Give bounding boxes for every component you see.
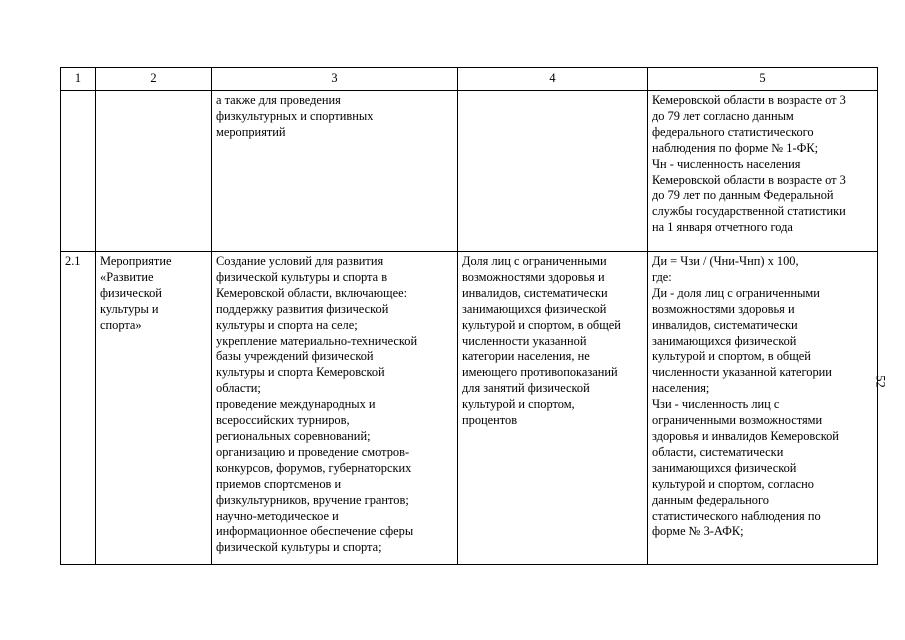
- text-line: поддержку развития физической: [216, 301, 389, 316]
- text-line: возможностями здоровья и: [462, 269, 605, 284]
- text-line: Кемеровской области в возрасте от 3: [652, 172, 846, 187]
- text-line: базы учреждений физической: [216, 349, 374, 364]
- text-line: возможностями здоровья и: [652, 301, 795, 316]
- text-line: категории населения, не: [462, 349, 590, 364]
- text-line: физической культуры и спорта в: [216, 269, 388, 284]
- text-line: всероссийских турниров,: [216, 413, 350, 428]
- text-line: форме № 3-АФК;: [652, 524, 744, 539]
- text-line: культуры и спорта на селе;: [216, 317, 358, 332]
- text-line: физкультурников, вручение грантов;: [216, 492, 409, 507]
- text-line: культуры и спорта Кемеровской: [216, 365, 385, 380]
- table-row: [61, 252, 878, 565]
- text-line: приемов спортсменов и: [216, 476, 342, 491]
- text-line: физкультурных и спортивных: [216, 108, 374, 123]
- text-line: занимающихся физической: [652, 333, 797, 348]
- text-line: имеющего противопоказаний: [462, 365, 618, 380]
- page-number: 52: [873, 375, 888, 388]
- header-cell: 3: [212, 68, 458, 91]
- measure-name-cell: [96, 252, 212, 565]
- text-line: на 1 января отчетного года: [652, 220, 793, 235]
- text-line: численности указанной: [462, 333, 587, 348]
- formula-cell: [648, 91, 878, 252]
- text-line: Мероприятие: [100, 254, 172, 268]
- row-number-cell: 2.1: [61, 252, 96, 565]
- text-line: физической: [100, 285, 162, 300]
- text-line: до 79 лет по данным Федеральной: [652, 188, 834, 203]
- text-line: Создание условий для развития: [216, 254, 384, 268]
- text-line: Кемеровской области, включающее:: [216, 285, 408, 300]
- text-line: занимающихся физической: [462, 301, 607, 316]
- text-line: культуры и: [100, 301, 159, 316]
- header-cell: 4: [458, 68, 648, 91]
- header-cell: 5: [648, 68, 878, 91]
- text-line: федерального статистического: [652, 124, 814, 139]
- text-line: а также для проведения: [216, 93, 341, 107]
- row-number-cell: [61, 91, 96, 252]
- table-row: [61, 91, 878, 252]
- measure-name-cell: [96, 91, 212, 252]
- text-line: Ди = Чзи / (Чни-Чнп) х 100,: [652, 254, 799, 268]
- header-cell: 2: [96, 68, 212, 91]
- text-line: Чзи - численность лиц с: [652, 397, 780, 412]
- text-line: спорта»: [100, 317, 142, 332]
- text-line: культурой и спортом,: [462, 397, 575, 412]
- measure-content-cell: [212, 91, 458, 252]
- text-line: информационное обеспечение сферы: [216, 524, 414, 539]
- text-line: процентов: [462, 413, 518, 428]
- text-line: укрепление материально-технической: [216, 333, 418, 348]
- text-line: наблюдения по форме № 1-ФК;: [652, 140, 819, 155]
- text-line: инвалидов, систематически: [652, 317, 798, 332]
- text-line: здоровья и инвалидов Кемеровской: [652, 428, 839, 443]
- text-line: до 79 лет согласно данным: [652, 108, 794, 123]
- text-line: Доля лиц с ограниченными: [462, 254, 607, 268]
- text-line: статистического наблюдения по: [652, 508, 821, 523]
- text-line: ограниченными возможностями: [652, 413, 823, 428]
- indicator-cell: [458, 91, 648, 252]
- text-line: инвалидов, систематически: [462, 285, 608, 300]
- measure-content-cell: [212, 252, 458, 565]
- text-line: мероприятий: [216, 124, 286, 139]
- indicator-cell: [458, 252, 648, 565]
- text-line: физической культуры и спорта;: [216, 540, 382, 555]
- text-line: численности указанной категории: [652, 365, 832, 380]
- text-line: конкурсов, форумов, губернаторских: [216, 460, 412, 475]
- text-line: Чн - численность населения: [652, 156, 801, 171]
- text-line: культурой и спортом, в общей: [462, 317, 621, 332]
- text-line: Кемеровской области в возрасте от 3: [652, 93, 846, 107]
- text-line: организацию и проведение смотров-: [216, 444, 410, 459]
- text-line: региональных соревнований;: [216, 428, 371, 443]
- text-line: научно-методическое и: [216, 508, 339, 523]
- table-header-row: [61, 68, 878, 91]
- text-line: области, систематически: [652, 444, 784, 459]
- text-line: культурой и спортом, согласно: [652, 476, 814, 491]
- text-line: «Развитие: [100, 269, 154, 284]
- text-line: занимающихся физической: [652, 460, 797, 475]
- text-line: населения;: [652, 381, 710, 396]
- formula-cell: [648, 252, 878, 565]
- measures-table: [60, 67, 878, 565]
- text-line: культурой и спортом, в общей: [652, 349, 811, 364]
- text-line: Ди - доля лиц с ограниченными: [652, 285, 820, 300]
- text-line: для занятий физической: [462, 381, 590, 396]
- text-line: данным федерального: [652, 492, 769, 507]
- text-line: области;: [216, 381, 261, 396]
- text-line: службы государственной статистики: [652, 204, 846, 219]
- header-cell: 1: [61, 68, 96, 91]
- text-line: проведение международных и: [216, 397, 376, 412]
- text-line: где:: [652, 269, 672, 284]
